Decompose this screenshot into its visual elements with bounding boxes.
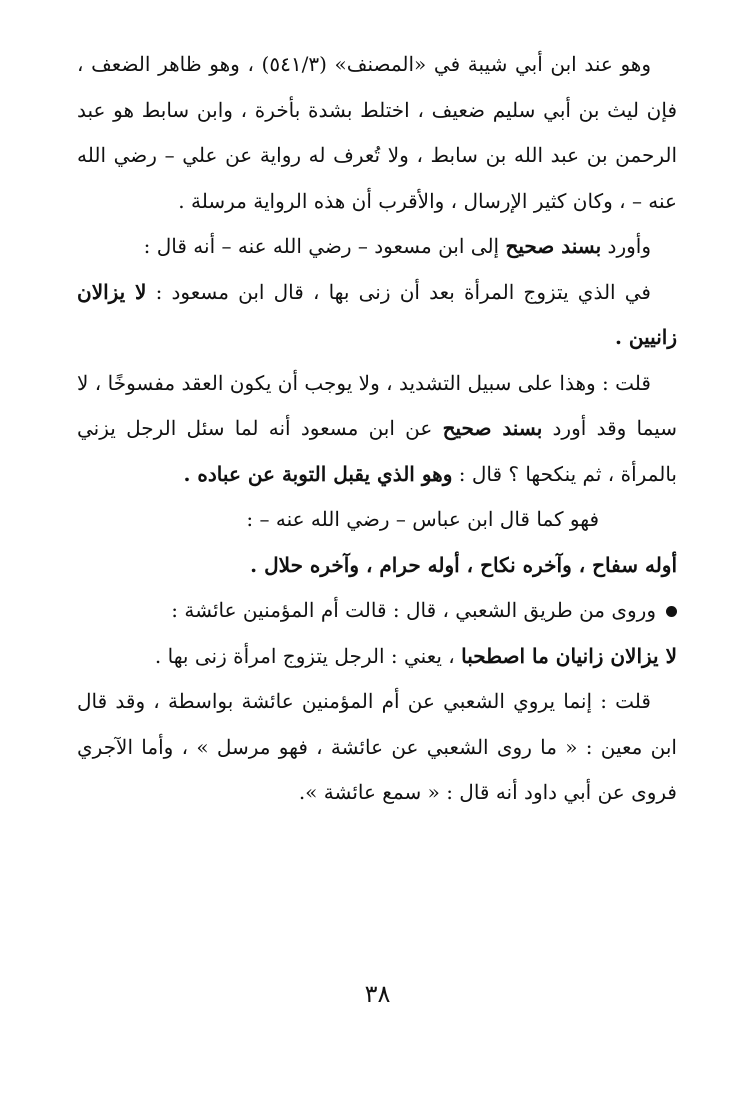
paragraph-1: وهو عند ابن أبي شيبة في «المصنف» (٥٤١/٣) ، وهو ظاهر الضعف ، فإن ليث بن أبي سليم ضعيف ، اختلط بشدة بأخرة ، وابن سابط هو عبد الرحمن بن عبد الله بن سابط ، ولا تُعرف له رواية عن علي – رضي الله عنه – ، وكان كثير الإرسال ، والأقرب أن هذه الرواية مرسلة . bbox=[77, 52, 677, 213]
p4-bold-quote: وهو الذي يقبل التوبة عن عباده . bbox=[183, 461, 453, 486]
p2-bold-sahih: بسند صحيح bbox=[505, 234, 602, 258]
p2-text-c: إلى ابن مسعود – رضي الله عنه – أنه قال : bbox=[143, 234, 506, 258]
p4-text-a: قلت : وهذا على سبيل التشديد ، ولا يوجب أن يكون العقد مفسوخًا ، لا سيما وقد أورد bbox=[77, 370, 677, 440]
p3-text-a: في الذي يتزوج المرأة بعد أن زنى بها ، قال ابن مسعود : bbox=[146, 279, 651, 304]
paragraph-6-quote: أوله سفاح ، وآخره نكاح ، أوله حرام ، وآخره حلال . bbox=[250, 552, 677, 577]
p7-text: وروى من طريق الشعبي ، قال : قالت أم المؤمنين عائشة : bbox=[171, 598, 656, 622]
paragraph-4 bbox=[77, 361, 677, 498]
p8-text-b: ، يعني : الرجل يتزوج امرأة زنى بها . bbox=[154, 643, 462, 668]
paragraph-2 bbox=[77, 224, 677, 270]
paragraph-8 bbox=[77, 634, 677, 680]
paragraph-9: قلت : إنما يروي الشعبي عن أم المؤمنين عائشة بواسطة ، وقد قال ابن معين : « ما روى الشعبي عن عائشة ، فهو مرسل » ، وأما الآجري فروى عن أبي داود أنه قال : « سمع عائشة ». bbox=[77, 689, 677, 804]
p4-bold-sahih: بسند صحيح bbox=[442, 416, 543, 440]
p3-bold-quote: لا يزالان زانيين . bbox=[77, 279, 677, 349]
page-number: ٣٨ bbox=[364, 980, 391, 1008]
page-body bbox=[77, 42, 677, 816]
paragraph-5: فهو كما قال ابن عباس – رضي الله عنه – : bbox=[246, 507, 599, 531]
p2-text-a: وأورد bbox=[601, 234, 651, 258]
paragraph-7 bbox=[77, 588, 677, 634]
p8-bold-quote: لا يزالان زانيان ما اصطحبا bbox=[461, 643, 677, 668]
paragraph-3 bbox=[77, 270, 677, 361]
p4-text-c: عن ابن مسعود أنه لما سئل الرجل يزني بالمرأة ، ثم ينكحها ؟ قال : bbox=[77, 416, 677, 486]
bullet-icon bbox=[666, 606, 677, 617]
